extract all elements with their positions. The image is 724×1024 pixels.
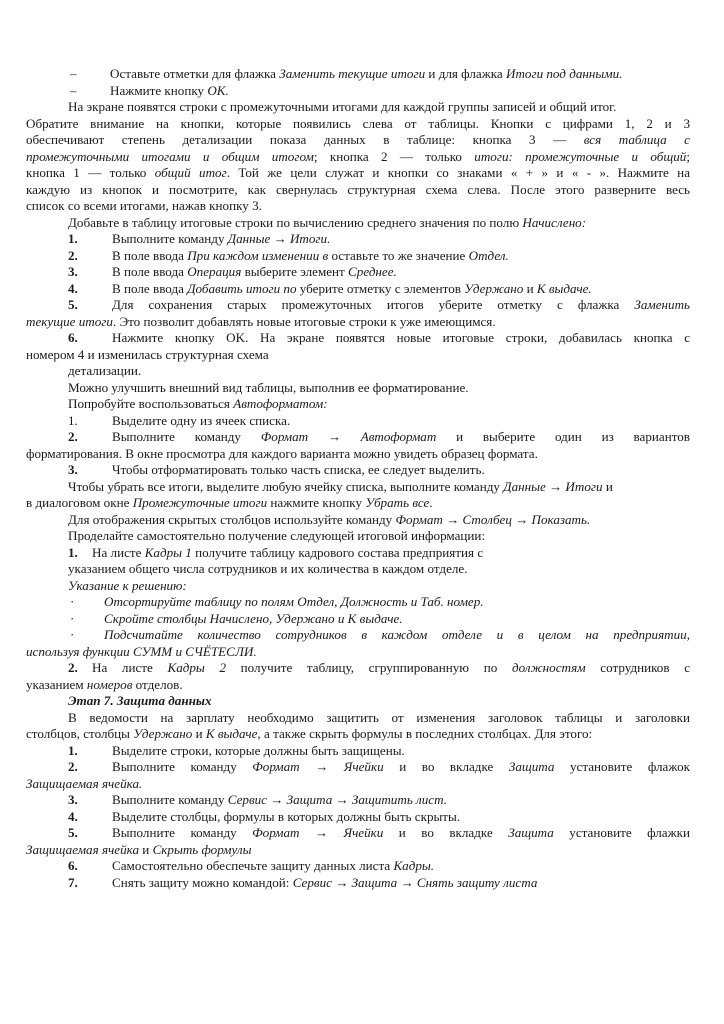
paragraph-line: в диалоговом окне Промежуточные итоги нажмите кнопку Убрать все.: [26, 495, 433, 510]
step-line: форматирования. В окне просмотра для каждого варианта можно увидеть образец формата.: [26, 445, 538, 461]
step-line: 1. На листе Кадры 1 получите таблицу кадрового состава предприятия с: [68, 544, 484, 560]
step-line: номером 4 и изменилась структурная схема: [26, 346, 269, 362]
step-line: указанием общего числа сотрудников и их количества в каждом отделе.: [68, 561, 468, 576]
paragraph-line: кнопка 1 — только общий итог. Той же цели служат и кнопки со знаками « + » и « - ». Нажмите на: [26, 165, 690, 180]
paragraph-line: Указание к решению:: [68, 577, 187, 593]
paragraph-line: обеспечивают степень детализации показа данных в таблице: кнопка 3 — вся таблица с: [26, 132, 690, 147]
paragraph-line: Обратите внимание на кнопки, которые появились слева от таблицы. Кнопки с цифрами 1, 2 и 3: [26, 115, 690, 131]
step-line: 5. Выполните команду Формат → Ячейки и во вкладке Защита установите флажки: [68, 825, 690, 840]
step-line: 4. В поле ввода Добавить итоги по уберите отметку с элементов Удержано и К выдаче.: [68, 280, 592, 296]
step-line: Защищаемая ячейка.: [26, 775, 143, 791]
list-item: · Отсортируйте таблицу по полям Отдел, Должность и Таб. номер.: [70, 594, 484, 609]
step-line: 2. На листе Кадры 2 получите таблицу, сгруппированную по должностям сотрудников с: [68, 660, 690, 675]
step-line: Защищаемая ячейка и Скрыть формулы: [26, 841, 252, 857]
stage-heading: Этап 7. Защита данных: [68, 693, 212, 708]
step-line: 2. Выполните команду Формат → Автоформат и выберите один из вариантов: [68, 429, 690, 444]
step-line: 4. Выделите столбцы, формулы в которых должны быть скрыты.: [68, 808, 461, 824]
paragraph-line: Попробуйте воспользоваться Автоформатом:: [68, 396, 328, 411]
paragraph-line: – Нажмите кнопку OK.: [70, 82, 229, 98]
paragraph-line: В ведомости на зарплату необходимо защитить от изменения заголовок таблицы и заголовки: [68, 709, 690, 725]
step-line: 1. Выделите одну из ячеек списка.: [68, 412, 291, 428]
list-item: · Скройте столбцы Начислено, Удержано и К выдаче.: [70, 610, 403, 626]
paragraph-line: На экране появятся строки с промежуточными итогами для каждой группы записей и общий итог.: [68, 99, 617, 114]
step-line: указанием номеров отделов.: [26, 676, 183, 692]
paragraph-line: промежуточными итогами и общим итогом; кнопка 2 — только итоги: промежуточные и общий;: [26, 148, 690, 164]
paragraph-line: Можно улучшить внешний вид таблицы, выполнив ее форматирование.: [68, 379, 469, 395]
step-line: 5. Для сохранения старых промежуточных итогов уберите отметку с флажка Заменить: [68, 297, 690, 312]
list-item: · Подсчитайте количество сотрудников в каждом отделе и в целом на предприятии,: [70, 627, 690, 642]
step-line: 1. Выделите строки, которые должны быть защищены.: [68, 742, 405, 758]
document-page: [26, 66, 690, 891]
step-line: 3. Выполните команду Сервис → Защита → Защитить лист.: [68, 792, 448, 807]
step-line: детализации.: [68, 363, 142, 378]
list-item: используя функции СУММ и СЧЁТЕСЛИ.: [26, 643, 257, 659]
step-line: 6. Самостоятельно обеспечьте защиту данных листа Кадры.: [68, 858, 435, 873]
paragraph-line: – Оставьте отметки для флажка Заменить текущие итоги и для флажка Итоги под данными.: [70, 66, 623, 81]
step-line: 2. В поле ввода При каждом изменении в оставьте то же значение Отдел.: [68, 247, 509, 263]
step-line: 2. Выполните команду Формат → Ячейки и во вкладке Защита установите флажок: [68, 759, 690, 774]
paragraph-line: столбцов, столбцы Удержано и К выдаче, а также скрыть формулы в последних столбцах. Для этого:: [26, 726, 593, 741]
step-line: 3. В поле ввода Операция выберите элемент Среднее.: [68, 264, 397, 279]
paragraph-line: Добавьте в таблицу итоговые строки по вычислению среднего значения по полю Начислено:: [68, 214, 587, 230]
step-line: 7. Снять защиту можно командой: Сервис → Защита → Снять защиту листа: [68, 874, 538, 890]
paragraph-line: Проделайте самостоятельно получение следующей итоговой информации:: [68, 528, 486, 543]
step-line: 6. Нажмите кнопку OK. На экране появятся новые итоговые строки, добавилась кнопка с: [68, 330, 690, 345]
step-line: 1. Выполните команду Данные → Итоги.: [68, 231, 331, 246]
step-line: текущие итоги. Это позволит добавлять новые итоговые строки к уже имеющимся.: [26, 313, 496, 329]
paragraph-line: список со всеми итогами, нажав кнопку 3.: [26, 198, 262, 213]
paragraph-line: Чтобы убрать все итоги, выделите любую ячейку списка, выполните команду Данные → Итоги и: [68, 478, 613, 494]
step-line: 3. Чтобы отформатировать только часть списка, ее следует выделить.: [68, 462, 485, 477]
paragraph-line: Для отображения скрытых столбцов используйте команду Формат → Столбец → Показать.: [68, 511, 591, 527]
paragraph-line: каждую из кнопок и посмотрите, как свернулась структурная схема слева. После этого разверните весь: [26, 181, 690, 197]
